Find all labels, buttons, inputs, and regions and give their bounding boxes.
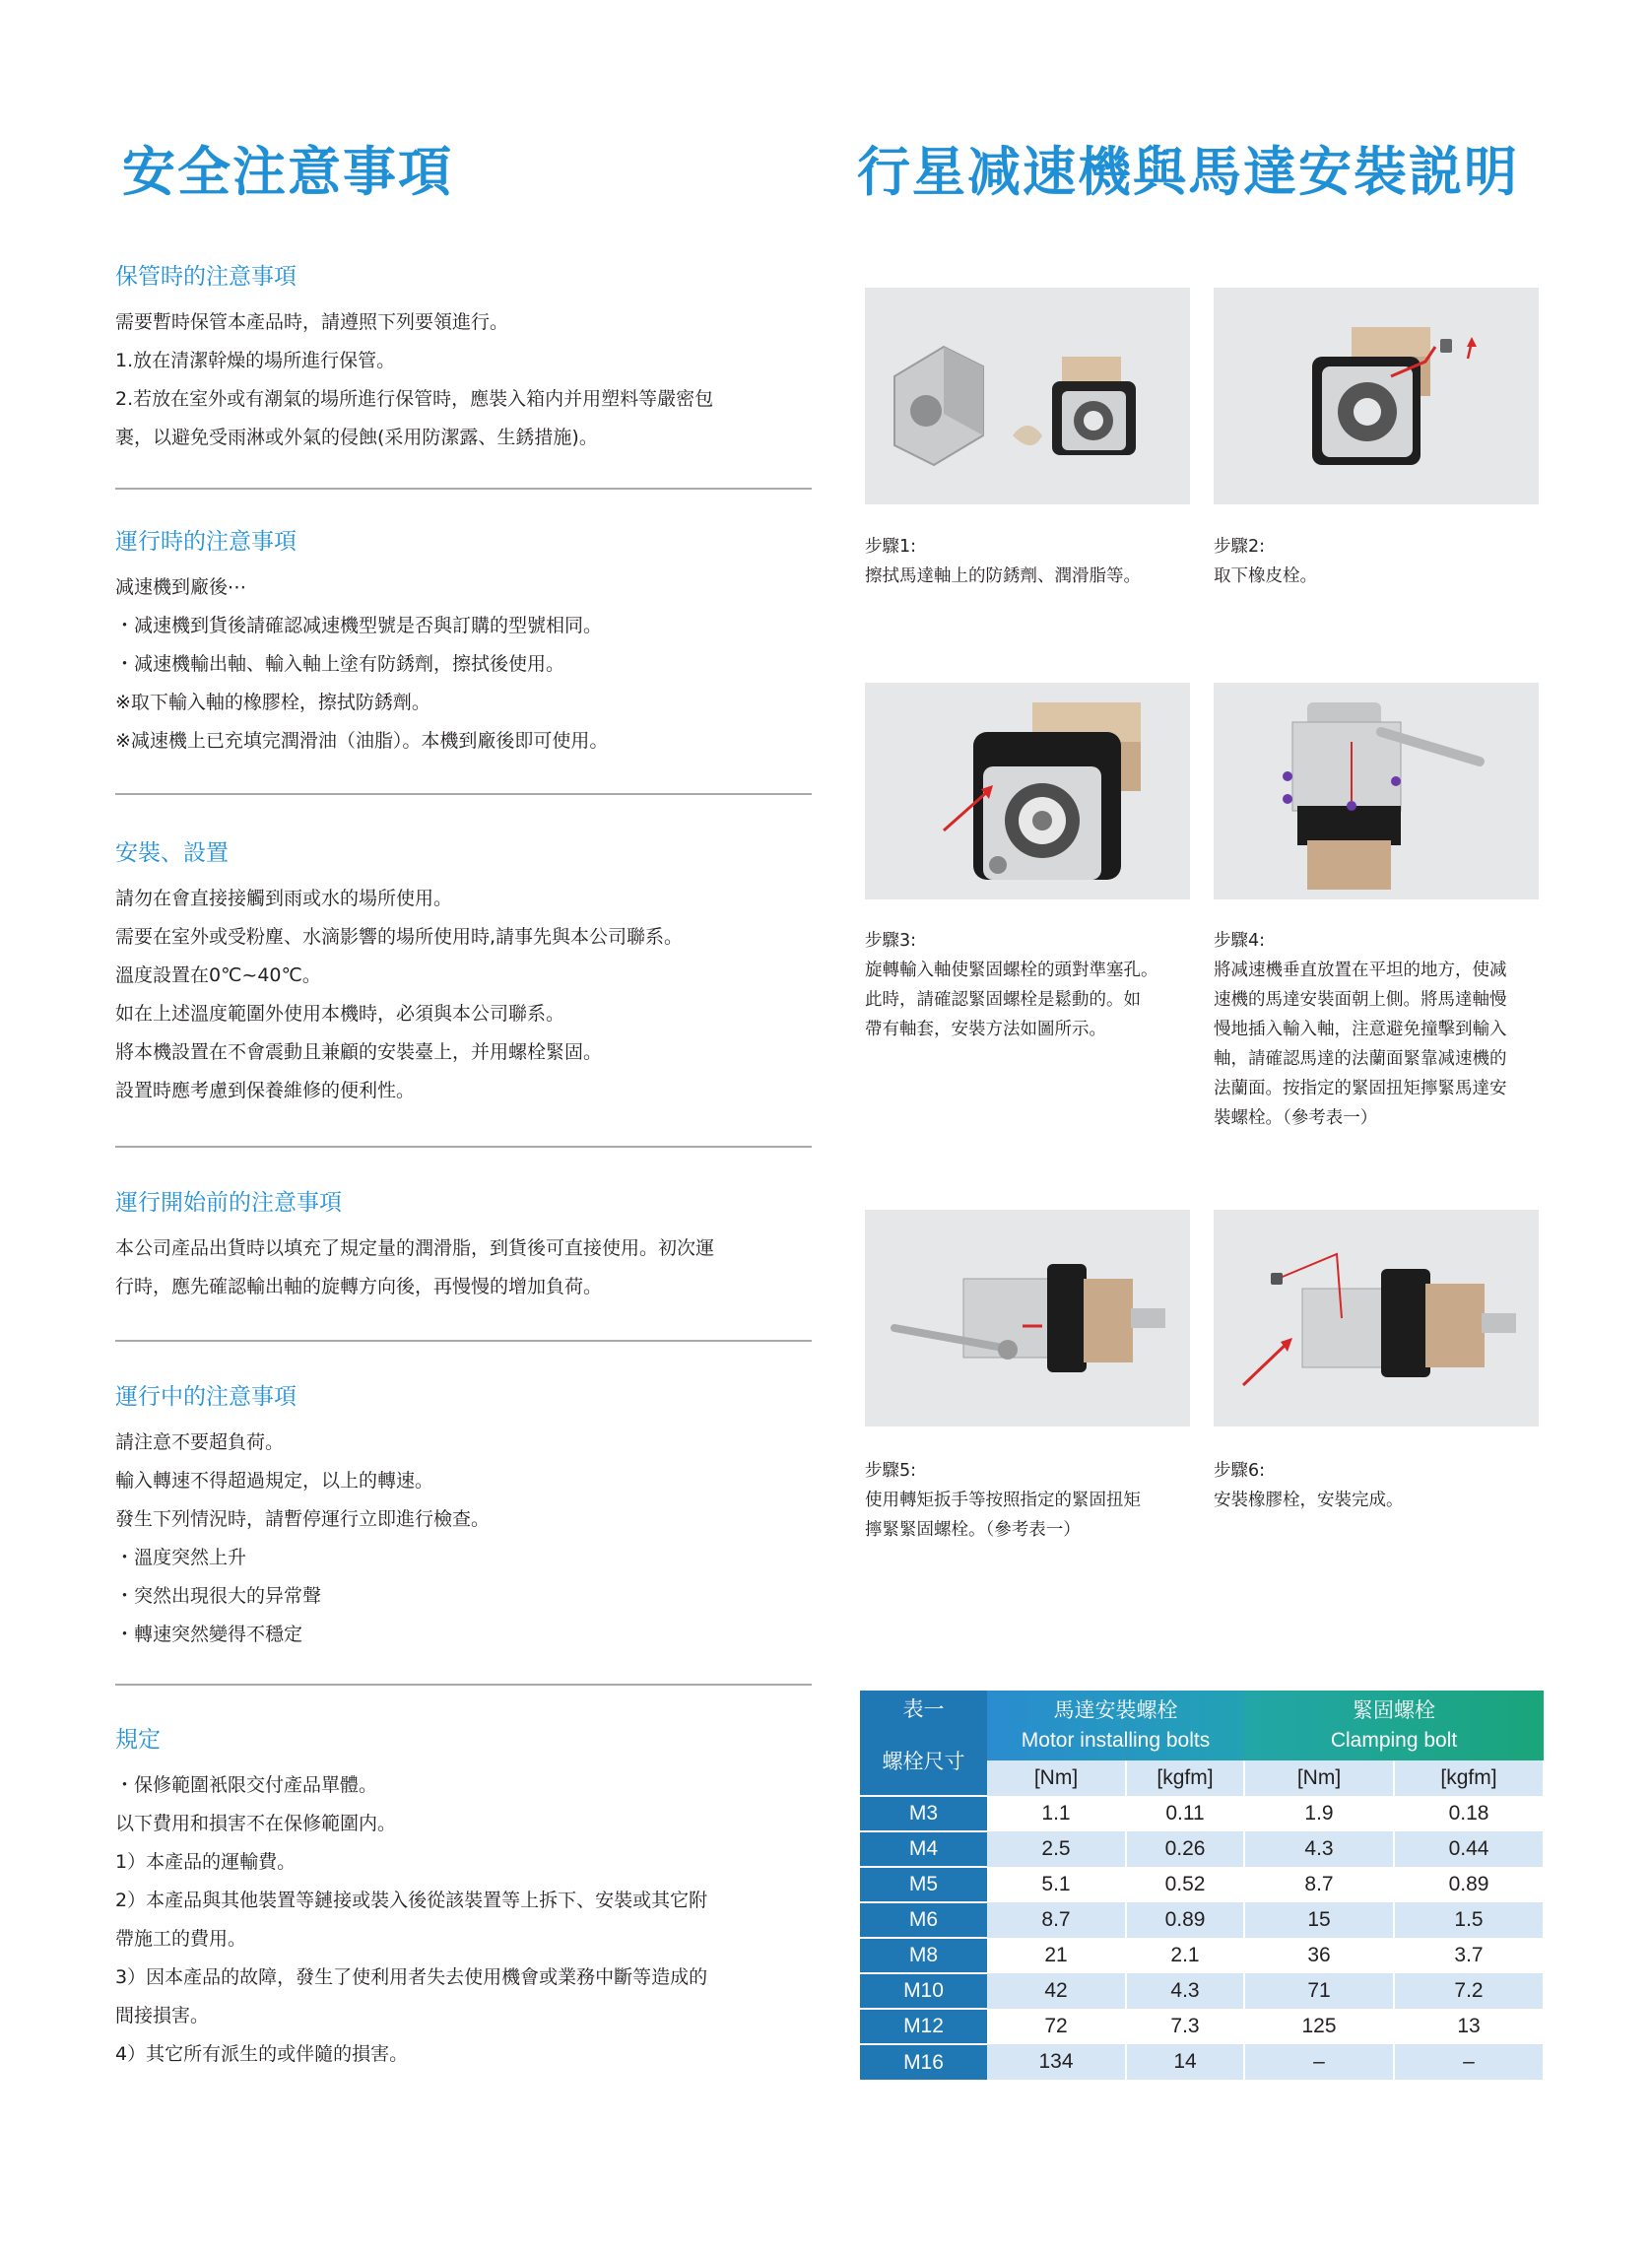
step-text: 此時，請確認緊固螺栓是鬆動的。如 xyxy=(865,990,1141,1010)
step-label: 步驟5: xyxy=(865,1461,917,1481)
text-line: ・溫度突然上升 xyxy=(115,1546,247,1568)
gearbox-rubber-plug-illustration xyxy=(1214,288,1539,504)
value-cell: 0.11 xyxy=(1126,1796,1244,1831)
value-cell: 36 xyxy=(1244,1938,1394,1973)
clamping-bolt-header-en: Clamping bolt xyxy=(1330,1728,1458,1752)
assembled-unit-illustration xyxy=(1214,1210,1539,1427)
divider xyxy=(115,1340,812,1342)
text-line: 溫度設置在0℃~40℃。 xyxy=(115,963,321,986)
step6-caption xyxy=(1214,1456,1549,1515)
step-label: 步驟6: xyxy=(1214,1461,1266,1481)
table-row xyxy=(860,1973,1544,2009)
step1-caption xyxy=(865,532,1200,591)
section-heading: 運行開始前的注意事項 xyxy=(115,1190,342,1216)
divider xyxy=(115,488,812,490)
table-corner-bottom: 螺栓尺寸 xyxy=(860,1726,987,1796)
value-cell: – xyxy=(1244,2044,1394,2080)
step-text: 帶有軸套，安裝方法如圖所示。 xyxy=(865,1020,1106,1039)
motor-insertion-illustration xyxy=(1214,683,1539,899)
step1-photo xyxy=(865,288,1190,504)
step3-photo xyxy=(865,683,1190,899)
value-cell: 15 xyxy=(1244,1902,1394,1938)
section-body xyxy=(115,1424,812,1654)
unit-cell: [Nm] xyxy=(987,1760,1126,1796)
value-cell: 0.18 xyxy=(1394,1796,1544,1831)
value-cell: 2.1 xyxy=(1126,1938,1244,1973)
value-cell: 21 xyxy=(987,1938,1126,1973)
bolt-size-cell: M4 xyxy=(860,1831,987,1867)
section-operation xyxy=(115,529,812,761)
step3-caption xyxy=(865,926,1200,1044)
installation-title: 行星减速機與馬達安裝説明 xyxy=(857,141,1519,203)
gearbox-input-shaft-illustration xyxy=(865,683,1190,899)
section-heading: 保管時的注意事項 xyxy=(115,264,297,290)
bolt-size-cell: M8 xyxy=(860,1938,987,1973)
step-text: 速機的馬達安裝面朝上側。將馬達軸慢 xyxy=(1214,990,1507,1010)
divider xyxy=(115,1146,812,1148)
text-line: 發生下列情況時，請暫停運行立即進行檢查。 xyxy=(115,1507,491,1530)
step-text: 擦拭馬達軸上的防銹劑、潤滑脂等。 xyxy=(865,566,1141,586)
text-line: ・突然出現很大的异常聲 xyxy=(115,1584,322,1607)
section-heading: 運行時的注意事項 xyxy=(115,529,297,555)
table-corner-top: 表一 xyxy=(860,1691,987,1726)
value-cell: 3.7 xyxy=(1394,1938,1544,1973)
step-text: 安裝橡膠栓，安裝完成。 xyxy=(1214,1491,1404,1510)
step-label: 步驟3: xyxy=(865,931,917,951)
text-line: 間接損害。 xyxy=(115,2004,210,2026)
text-line: 2）本產品與其他裝置等鏈接或裝入後從該裝置等上拆下、安裝或其它附 xyxy=(115,1889,708,1911)
section-warranty xyxy=(115,1727,812,2074)
clamping-bolt-header-zh: 緊固螺栓 xyxy=(1353,1698,1436,1722)
text-line: ・减速機到貨後請確認减速機型號是否與訂購的型號相同。 xyxy=(115,614,603,636)
value-cell: 7.3 xyxy=(1126,2009,1244,2044)
step-text: 法蘭面。按指定的緊固扭矩擰緊馬達安 xyxy=(1214,1079,1507,1098)
torque-wrench-illustration xyxy=(865,1210,1190,1427)
value-cell: 8.7 xyxy=(1244,1867,1394,1902)
value-cell: 0.52 xyxy=(1126,1867,1244,1902)
value-cell: – xyxy=(1394,2044,1544,2080)
value-cell: 42 xyxy=(987,1973,1126,2009)
unit-cell: [kgfm] xyxy=(1394,1760,1544,1796)
value-cell: 7.2 xyxy=(1394,1973,1544,2009)
table-row xyxy=(860,1902,1544,1938)
bolt-size-cell: M5 xyxy=(860,1867,987,1902)
bolt-size-cell: M16 xyxy=(860,2044,987,2080)
text-line: 以下費用和損害不在保修範圍内。 xyxy=(115,1812,397,1834)
bolt-size-cell: M10 xyxy=(860,1973,987,2009)
section-body xyxy=(115,1766,812,2074)
section-installation xyxy=(115,840,812,1110)
bolt-size-cell: M6 xyxy=(860,1902,987,1938)
text-line: 减速機到廠後⋯ xyxy=(115,575,247,598)
step2-caption xyxy=(1214,532,1549,591)
text-line: 請注意不要超負荷。 xyxy=(115,1430,285,1453)
step-text: 擰緊緊固螺栓。（參考表一） xyxy=(865,1520,1081,1540)
step4-photo xyxy=(1214,683,1539,899)
table-row xyxy=(860,2044,1544,2080)
clamping-bolt-header xyxy=(1244,1691,1544,1760)
value-cell: 8.7 xyxy=(987,1902,1126,1938)
text-line: 1）本產品的運輸費。 xyxy=(115,1850,297,1873)
text-line: 行時，應先確認輸出軸的旋轉方向後，再慢慢的增加負荷。 xyxy=(115,1275,603,1297)
text-line: 帶施工的費用。 xyxy=(115,1927,247,1950)
text-line: 輸入轉速不得超過規定，以上的轉速。 xyxy=(115,1469,434,1492)
value-cell: 1.9 xyxy=(1244,1796,1394,1831)
divider xyxy=(115,793,812,795)
bolt-size-cell: M12 xyxy=(860,2009,987,2044)
step-label: 步驟1: xyxy=(865,537,917,557)
step-label: 步驟2: xyxy=(1214,537,1266,557)
step-text: 旋轉輸入軸使緊固螺栓的頭對準塞孔。 xyxy=(865,961,1158,980)
step-text: 將减速機垂直放置在平坦的地方，使减 xyxy=(1214,961,1507,980)
value-cell: 0.89 xyxy=(1394,1867,1544,1902)
text-line: 請勿在會直接接觸到雨或水的場所使用。 xyxy=(115,887,453,909)
value-cell: 72 xyxy=(987,2009,1126,2044)
gearbox-and-motor-illustration xyxy=(865,288,1190,504)
section-running xyxy=(115,1384,812,1654)
motor-bolts-header xyxy=(987,1691,1244,1760)
text-line: ※取下輸入軸的橡膠栓，擦拭防銹劑。 xyxy=(115,691,430,713)
step5-caption xyxy=(865,1456,1200,1545)
step-text: 取下橡皮栓。 xyxy=(1214,566,1317,586)
section-heading: 運行中的注意事項 xyxy=(115,1384,297,1410)
text-line: ・保修範圍衹限交付產品單體。 xyxy=(115,1773,378,1796)
text-line: 設置時應考慮到保養維修的便利性。 xyxy=(115,1079,416,1101)
text-line: ・减速機輸出軸、輸入軸上塗有防銹劑，擦拭後使用。 xyxy=(115,652,565,675)
text-line: 將本機設置在不會震動且兼顧的安裝臺上，并用螺栓緊固。 xyxy=(115,1040,603,1063)
text-line: 裹，以避免受雨淋或外氣的侵蝕(采用防潔露、生銹措施)。 xyxy=(115,426,598,448)
step-text: 使用轉矩扳手等按照指定的緊固扭矩 xyxy=(865,1491,1141,1510)
value-cell: 71 xyxy=(1244,1973,1394,2009)
section-body xyxy=(115,303,812,457)
table-row xyxy=(860,1831,1544,1867)
text-line: ・轉速突然變得不穩定 xyxy=(115,1623,303,1645)
text-line: 需要暫時保管本產品時，請遵照下列要領進行。 xyxy=(115,310,509,333)
step5-photo xyxy=(865,1210,1190,1427)
text-line: 1.放在清潔幹燥的場所進行保管。 xyxy=(115,349,396,371)
unit-cell: [kgfm] xyxy=(1126,1760,1244,1796)
section-storage xyxy=(115,264,812,457)
step2-photo xyxy=(1214,288,1539,504)
section-pre-start xyxy=(115,1190,812,1306)
torque-table xyxy=(860,1691,1544,2080)
unit-cell: [Nm] xyxy=(1244,1760,1394,1796)
value-cell: 134 xyxy=(987,2044,1126,2080)
value-cell: 4.3 xyxy=(1244,1831,1394,1867)
text-line: 2.若放在室外或有潮氣的場所進行保管時，應裝入箱内并用塑料等嚴密包 xyxy=(115,387,714,410)
divider xyxy=(115,1684,812,1686)
text-line: 4）其它所有派生的或伴隨的損害。 xyxy=(115,2042,409,2065)
value-cell: 0.44 xyxy=(1394,1831,1544,1867)
step4-caption xyxy=(1214,926,1549,1133)
step-text: 慢地插入輸入軸，注意避免撞擊到輸入 xyxy=(1214,1020,1507,1039)
step-text: 裝螺栓。（參考表一） xyxy=(1214,1108,1378,1128)
value-cell: 5.1 xyxy=(987,1867,1126,1902)
value-cell: 1.1 xyxy=(987,1796,1126,1831)
torque-table-grid xyxy=(860,1691,1545,2080)
section-heading: 安裝、設置 xyxy=(115,840,229,866)
value-cell: 2.5 xyxy=(987,1831,1126,1867)
text-line: 如在上述溫度範圍外使用本機時，必須與本公司聯系。 xyxy=(115,1002,565,1025)
section-body xyxy=(115,568,812,761)
value-cell: 1.5 xyxy=(1394,1902,1544,1938)
text-line: 3）因本產品的故障，發生了使利用者失去使用機會或業務中斷等造成的 xyxy=(115,1965,708,1988)
text-line: ※减速機上已充填完潤滑油（油脂）。本機到廠後即可使用。 xyxy=(115,729,609,752)
section-body xyxy=(115,1229,812,1306)
step6-photo xyxy=(1214,1210,1539,1427)
section-body xyxy=(115,880,812,1110)
table-row xyxy=(860,1867,1544,1902)
value-cell: 125 xyxy=(1244,2009,1394,2044)
safety-title: 安全注意事項 xyxy=(122,141,453,203)
value-cell: 14 xyxy=(1126,2044,1244,2080)
table-row xyxy=(860,1938,1544,1973)
table-row xyxy=(860,2009,1544,2044)
text-line: 需要在室外或受粉塵、水滴影響的場所使用時,請事先與本公司聯系。 xyxy=(115,925,684,948)
section-heading: 規定 xyxy=(115,1727,161,1753)
text-line: 本公司產品出貨時以填充了規定量的潤滑脂，到貨後可直接使用。初次運 xyxy=(115,1236,715,1259)
step-label: 步驟4: xyxy=(1214,931,1266,951)
motor-bolts-header-zh: 馬達安裝螺栓 xyxy=(1053,1698,1178,1722)
value-cell: 0.89 xyxy=(1126,1902,1244,1938)
value-cell: 0.26 xyxy=(1126,1831,1244,1867)
value-cell: 4.3 xyxy=(1126,1973,1244,2009)
step-text: 軸，請確認馬達的法蘭面緊靠减速機的 xyxy=(1214,1049,1507,1069)
motor-bolts-header-en: Motor installing bolts xyxy=(1021,1728,1211,1752)
bolt-size-cell: M3 xyxy=(860,1796,987,1831)
table-row xyxy=(860,1796,1544,1831)
value-cell: 13 xyxy=(1394,2009,1544,2044)
